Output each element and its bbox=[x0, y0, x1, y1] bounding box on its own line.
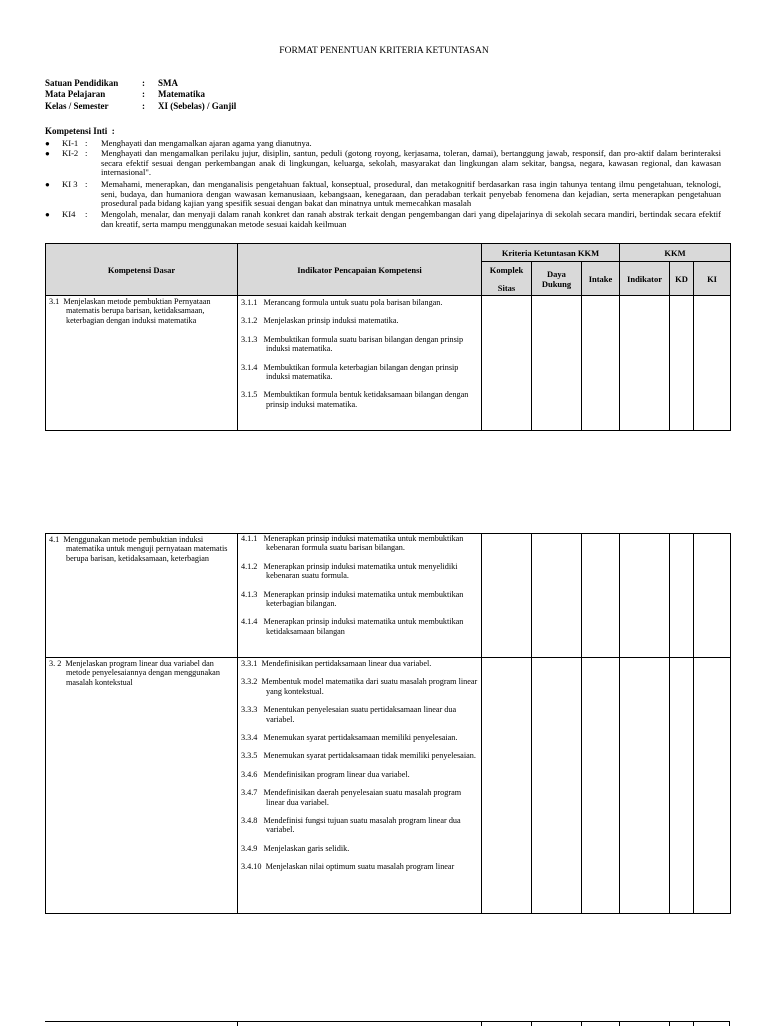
bullet-icon: ● bbox=[45, 180, 50, 189]
ki-code: KI4 bbox=[62, 209, 76, 219]
meta-kelas-semester: Kelas / Semester : XI (Sebelas) / Ganjil bbox=[45, 101, 237, 111]
list-item: 3.3.3 Menentukan penyelesaian suatu pertidaksamaan linear dua variabel. bbox=[241, 705, 457, 724]
kd-kkm-cell[interactable] bbox=[670, 658, 694, 914]
meta-label: Mata Pelajaran bbox=[45, 89, 106, 99]
header-daya-dukung: Daya Dukung bbox=[532, 262, 582, 296]
ki-code: KI 3 bbox=[62, 179, 78, 189]
ki-item-2: ● KI-2 : Menghayati dan mengamalkan perilaku jujur, disiplin, santun, peduli (gotong royong, kerjasama, toleran, damai), bertanggung jawab, responsif, dan pro-aktif dalam berinteraksi secara efektif sesuai dengan perkembangan anak di lingkungan, keluarga, sekolah, masyarakat dan lingkungan alam sekitar, bangsa, negara, kawasan regional, dan kawasan internasional". bbox=[45, 148, 721, 177]
list-item: 3.4.9 Menjelaskan garis selidik. bbox=[241, 843, 350, 853]
meta-value: SMA bbox=[158, 78, 178, 88]
ki-text: Menghayati dan mengamalkan ajaran agama yang dianutnya. bbox=[101, 138, 312, 148]
meta-satuan-pendidikan: Satuan Pendidikan : SMA bbox=[45, 78, 178, 88]
intake-cell[interactable] bbox=[582, 534, 620, 658]
kompleksitas-cell[interactable] bbox=[482, 296, 532, 431]
list-item: 3.4.7 Mendefinisikan daerah penyelesaian suatu masalah program linear dua variabel. bbox=[241, 788, 462, 807]
ki-text: Memahami, menerapkan, dan menganalisis pengetahuan faktual, konseptual, prosedural, dan metakognitif berdasarkan rasa ingin tahunya tentang ilmu pengetahuan, teknologi, seni, budaya, dan humaniora dengan wawasan kemanusiaan, kebangsaan, kenegaraan, dan peradaban terkait penyebab fenomena dan kejadian, serta menerapkan pengetahuan prosedural pada bidang kajian yang spesifik sesuai dengan bakat dan minatnya untuk memecahkan masalah bbox=[101, 179, 721, 208]
ki-item-4: ● KI4 : Mengolah, menalar, dan menyaji dalam ranah konkret dan ranah abstrak terkait dengan pengembangan dari yang dipelajarinya di sekolah secara mandiri, bertindak secara efektif dan kreatif, serta mampu menggunakan metode sesuai kaidah keilmuan bbox=[45, 209, 721, 229]
table-row bbox=[46, 658, 731, 914]
ki-heading: Kompetensi Inti : bbox=[45, 126, 115, 136]
ki-kkm-cell[interactable] bbox=[694, 296, 731, 431]
daya-dukung-cell[interactable] bbox=[532, 658, 582, 914]
kompleksitas-cell[interactable] bbox=[482, 534, 532, 658]
kd-kkm-cell[interactable] bbox=[670, 534, 694, 658]
meta-label: Satuan Pendidikan bbox=[45, 78, 119, 88]
header-kriteria-ketuntasan: Kriteria Ketuntasan KKM bbox=[482, 244, 620, 262]
indikator-kkm-cell[interactable] bbox=[620, 658, 670, 914]
list-item: 3.1.5 Membuktikan formula bentuk ketidaksamaan bilangan dengan prinsip induksi matematika. bbox=[241, 390, 469, 409]
indikator-kkm-cell[interactable] bbox=[620, 296, 670, 431]
meta-mata-pelajaran: Mata Pelajaran : Matematika bbox=[45, 89, 205, 99]
intake-cell[interactable] bbox=[582, 296, 620, 431]
header-ki: KI bbox=[694, 262, 731, 296]
kd-cell: 3.1 Menjelaskan metode pembuktian Pernyataan matematis berupa barisan, ketidaksamaan, keterbagian dengan induksi matematika bbox=[46, 296, 238, 431]
list-item: 4.1.4 Menerapkan prinsip induksi matematika untuk membuktikan ketidaksamaan bilangan bbox=[241, 617, 464, 636]
table-row bbox=[46, 296, 731, 431]
header-kompetensi-dasar: Kompetensi Dasar bbox=[46, 244, 238, 296]
list-item: 3.1.4 Membuktikan formula keterbagian bilangan dengan prinsip induksi matematika. bbox=[241, 362, 459, 382]
ki-item-1: ● KI-1 : Menghayati dan mengamalkan ajaran agama yang dianutnya. bbox=[45, 139, 721, 149]
list-item: 4.1.2 Menerapkan prinsip induksi matematika untuk menyelidiki kebenaran suatu formula. bbox=[241, 561, 458, 581]
indikator-cell bbox=[238, 534, 482, 658]
ki-text: Menghayati dan mengamalkan perilaku jujur, disiplin, santun, peduli (gotong royong, kerjasama, toleran, damai), bertanggung jawab, responsif, dan pro-aktif dalam berinteraksi secara efektif sesuai dengan perkembangan anak di lingkungan, keluarga, sekolah, masyarakat dan lingkungan alam sekitar, bangsa, negara, kawasan regional, dan kawasan internasional". bbox=[101, 148, 721, 177]
list-item: 4.1.1 Menerapkan prinsip induksi matematika untuk membuktikan kebenaran formula suatu barisan bilangan. bbox=[241, 534, 464, 553]
daya-dukung-cell[interactable] bbox=[532, 534, 582, 658]
header-indikator-pencapaian: Indikator Pencapaian Kompetensi bbox=[238, 244, 482, 296]
kd-cell: 4.1 Menggunakan metode pembuktian induksi matematika untuk menguji pernyataan matematis berupa barisan, ketidaksamaan, keterbagian bbox=[46, 534, 238, 658]
bullet-icon: ● bbox=[45, 210, 50, 219]
header-kd: KD bbox=[670, 262, 694, 296]
list-item: 4.1.3 Menerapkan prinsip induksi matematika untuk membuktikan keterbagian bilangan. bbox=[241, 589, 464, 609]
meta-value: Matematika bbox=[158, 89, 205, 99]
ki-kkm-cell[interactable] bbox=[694, 534, 731, 658]
indikator-cell bbox=[238, 296, 482, 431]
ki-code: KI-1 bbox=[62, 138, 79, 148]
meta-label: Kelas / Semester bbox=[45, 101, 109, 111]
list-item: 3.1.3 Membuktikan formula suatu barisan bilangan dengan prinsip induksi matematika. bbox=[241, 334, 464, 354]
ki-item-3: ● KI 3 : Memahami, menerapkan, dan menganalisis pengetahuan faktual, konseptual, prosedural, dan metakognitif berdasarkan rasa ingin tahunya tentang ilmu pengetahuan, teknologi, seni, budaya, dan humaniora dengan wawasan kemanusiaan, kebangsaan, kenegaraan, dan peradaban terkait penyebab fenomena dan kejadian, serta menerapkan pengetahuan prosedural pada bidang kajian yang spesifik sesuai dengan bakat dan minatnya untuk memecahkan masalah bbox=[45, 179, 721, 208]
page-title: FORMAT PENENTUAN KRITERIA KETUNTASAN bbox=[279, 46, 489, 56]
header-indikator: Indikator bbox=[620, 262, 670, 296]
list-item: 3.3.2 Membentuk model matematika dari suatu masalah program linear yang kontekstual. bbox=[241, 677, 478, 696]
kompleksitas-cell[interactable] bbox=[482, 658, 532, 914]
header-intake: Intake bbox=[582, 262, 620, 296]
list-item: 3.1.1 Merancang formula untuk suatu pola barisan bilangan. bbox=[241, 298, 443, 307]
kd-kkm-cell[interactable] bbox=[670, 296, 694, 431]
header-kompleksitas: Komplek Sitas bbox=[482, 262, 532, 296]
daya-dukung-cell[interactable] bbox=[532, 296, 582, 431]
indikator-kkm-cell[interactable] bbox=[620, 534, 670, 658]
intake-cell[interactable] bbox=[582, 658, 620, 914]
list-item: 3.4.10 Menjelaskan nilai optimum suatu masalah program linear bbox=[241, 862, 455, 872]
kd-cell: 3. 2 Menjelaskan program linear dua variabel dan metode penyelesaiannya dengan menggunakan masalah kontekstual bbox=[46, 658, 238, 914]
ki-code: KI-2 bbox=[62, 148, 79, 158]
kkm-table-2 bbox=[45, 533, 731, 914]
header-kkm: KKM bbox=[620, 244, 731, 262]
meta-value: XI (Sebelas) / Ganjil bbox=[158, 101, 237, 111]
ki-text: Mengolah, menalar, dan menyaji dalam ranah konkret dan ranah abstrak terkait dengan pengembangan dari yang dipelajarinya di sekolah secara mandiri, bertindak secara efektif dan kreatif, serta mampu menggunakan metode sesuai kaidah keilmuan bbox=[101, 209, 721, 229]
bullet-icon: ● bbox=[45, 139, 50, 148]
indikator-cell bbox=[238, 658, 482, 914]
list-item: 3.3.1 Mendefinisikan pertidaksamaan linear dua variabel. bbox=[241, 659, 432, 668]
table-row bbox=[46, 534, 731, 658]
list-item: 3.4.6 Mendefinisikan program linear dua variabel. bbox=[241, 769, 410, 779]
list-item: 3.3.4 Menemukan syarat pertidaksamaan memiliki penyelesaian. bbox=[241, 733, 458, 743]
list-item: 3.3.5 Menemukan syarat pertidaksamaan tidak memiliki penyelesaian. bbox=[241, 751, 476, 761]
kkm-table-1 bbox=[45, 243, 731, 431]
list-item: 3.1.2 Menjelaskan prinsip induksi matematika. bbox=[241, 316, 399, 326]
list-item: 3.4.8 Mendefinisi fungsi tujuan suatu masalah program linear dua variabel. bbox=[241, 816, 461, 835]
ki-kkm-cell[interactable] bbox=[694, 658, 731, 914]
bullet-icon: ● bbox=[45, 149, 50, 158]
